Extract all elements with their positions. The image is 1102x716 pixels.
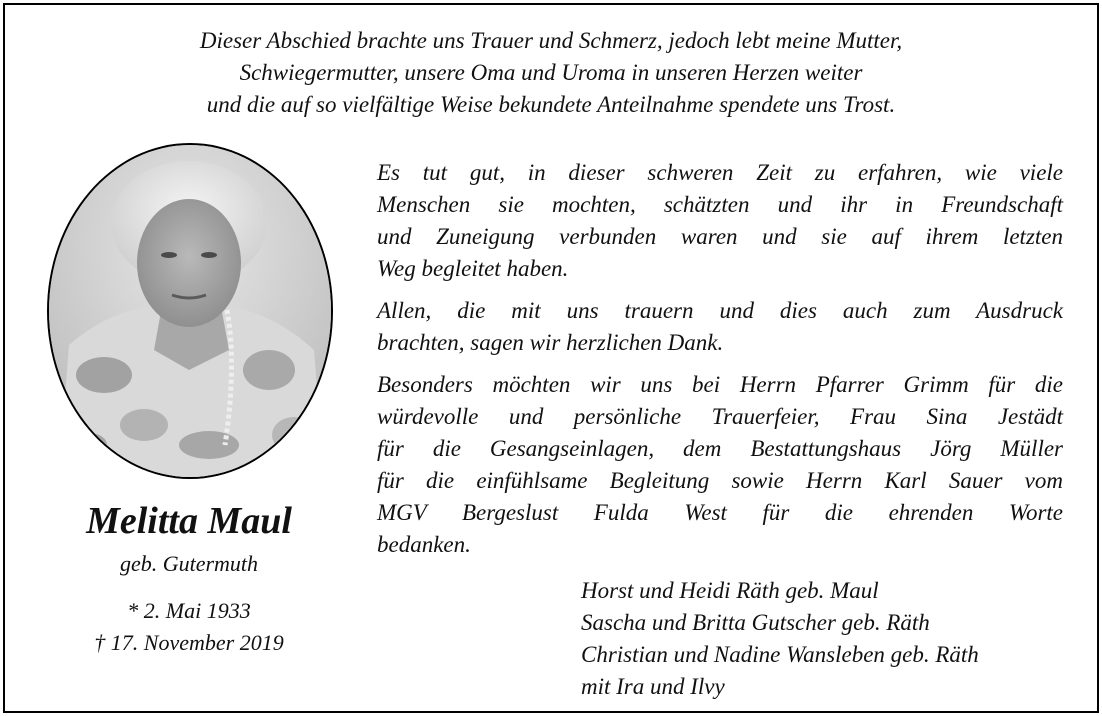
deceased-name: Melitta Maul [86,500,292,542]
signer: Sascha und Britta Gutscher geb. Räth [581,610,930,635]
signer: Horst und Heidi Räth geb. Maul [581,578,879,603]
thanks-line: Allen, die mit uns trauern und dies auch zum Ausdruck [377,298,1063,323]
intro-line: Dieser Abschied brachte uns Trauer und Schmerz, jedoch lebt meine Mutter, [199,28,903,53]
thanks-line: brachten, sagen wir herzlichen Dank. [377,330,724,355]
signers-list [581,575,1081,703]
thanks-line: bedanken. [377,532,471,557]
thanks-line: Weg begleitet haben. [377,256,569,281]
life-dates [25,595,353,659]
thanks-line: Besonders möchten wir uns bei Herrn Pfarrer Grimm für die [377,372,1063,397]
birth-date: * 2. Mai 1933 [127,598,251,623]
thanks-line: und Zuneigung verbunden waren und sie auf ihrem letzten [377,224,1063,249]
thanks-line: Es tut gut, in dieser schweren Zeit zu erfahren, wie viele [377,160,1063,185]
thanks-line: MGV Bergeslust Fulda West für die ehrenden Worte [377,500,1063,525]
signer: mit Ira und Ilvy [581,674,725,699]
thanks-paragraph [377,295,1063,359]
birth-name: geb. Gutermuth [119,551,259,576]
obituary-card [3,3,1099,713]
intro-line: Schwiegermutter, unsere Oma und Uroma in unseren Herzen weiter [239,60,863,85]
thanks-paragraph [377,369,1063,561]
thanks-text [377,157,1063,571]
portrait-photo [47,143,333,479]
intro-text [5,25,1097,121]
thanks-line: Menschen sie mochten, schätzten und ihr in Freundschaft [377,192,1063,217]
intro-line: und die auf so vielfältige Weise bekundete Anteilnahme spendete uns Trost. [206,92,896,117]
portrait-illustration [49,145,331,477]
signer: Christian und Nadine Wansleben geb. Räth [581,642,979,667]
thanks-line: würdevolle und persönliche Trauerfeier, Frau Sina Jestädt [377,404,1063,429]
thanks-paragraph [377,157,1063,285]
thanks-line: für die einfühlsame Begleitung sowie Herrn Karl Sauer vom [377,468,1063,493]
death-date: † 17. November 2019 [94,630,284,655]
thanks-line: für die Gesangseinlagen, dem Bestattungshaus Jörg Müller [377,436,1063,461]
